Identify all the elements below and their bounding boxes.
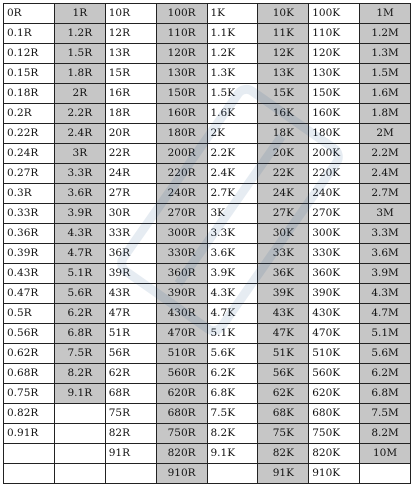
resistor-value-cell: 0.75R [4,384,55,404]
table-row [4,464,411,484]
table-row [4,344,411,364]
resistor-value-cell: 270K [309,204,360,224]
resistor-value-cell: 110R [156,24,207,44]
resistor-value-cell: 5.6R [54,284,105,304]
resistor-value-cell: 470R [156,324,207,344]
resistor-value-cell: 9.1R [54,384,105,404]
resistor-value-cell: 3.3M [360,224,411,244]
resistor-value-cell: 120R [156,44,207,64]
resistor-value-cell: 510K [309,344,360,364]
table-row [4,104,411,124]
resistor-value-cell: 360K [309,264,360,284]
empty-cell [54,444,105,464]
resistor-value-cell: 33R [105,224,156,244]
resistor-value-cell: 3.6K [207,244,258,264]
resistor-value-cell: 1M [360,4,411,24]
resistor-value-cell: 620K [309,384,360,404]
table-row [4,4,411,24]
resistor-value-cell: 0.24R [4,144,55,164]
resistor-value-cell: 11K [258,24,309,44]
resistor-value-cell: 680K [309,404,360,424]
resistor-value-cell: 36K [258,264,309,284]
resistor-value-cell: 4.3M [360,284,411,304]
resistor-value-table [3,3,411,484]
resistor-value-cell: 47K [258,324,309,344]
resistor-value-cell: 750R [156,424,207,444]
resistor-value-cell: 0.22R [4,124,55,144]
resistor-value-cell: 12K [258,44,309,64]
resistor-value-cell: 2M [360,124,411,144]
resistor-value-cell: 75R [105,404,156,424]
resistor-value-cell: 13K [258,64,309,84]
resistor-value-cell: 390R [156,284,207,304]
resistor-value-cell: 240K [309,184,360,204]
resistor-value-cell: 62R [105,364,156,384]
resistor-value-cell: 15R [105,64,156,84]
empty-cell [105,464,156,484]
resistor-value-cell: 240R [156,184,207,204]
resistor-value-cell: 6.8M [360,384,411,404]
resistor-value-cell: 7.5R [54,344,105,364]
resistor-value-cell: 0.62R [4,344,55,364]
resistor-value-cell: 2.7K [207,184,258,204]
resistor-value-cell: 20K [258,144,309,164]
resistor-value-cell: 1K [207,4,258,24]
resistor-value-cell: 430R [156,304,207,324]
resistor-value-cell: 1.6K [207,104,258,124]
resistor-value-cell: 18R [105,104,156,124]
resistor-value-cell: 6.2M [360,364,411,384]
resistor-value-cell: 1.5M [360,64,411,84]
resistor-value-cell: 0.36R [4,224,55,244]
resistor-value-cell: 4.7M [360,304,411,324]
resistor-value-cell: 220R [156,164,207,184]
resistor-value-cell: 18K [258,124,309,144]
resistor-value-cell: 330R [156,244,207,264]
resistor-value-cell: 680R [156,404,207,424]
resistor-value-cell: 10M [360,444,411,464]
resistor-value-cell: 16K [258,104,309,124]
resistor-value-cell: 2.4R [54,124,105,144]
table-row [4,244,411,264]
resistor-value-cell: 5.6K [207,344,258,364]
resistor-value-cell: 6.8K [207,384,258,404]
resistor-value-cell: 160K [309,104,360,124]
resistor-value-cell: 1.2R [54,24,105,44]
resistor-value-cell: 0.56R [4,324,55,344]
resistor-value-cell: 68K [258,404,309,424]
table-row [4,184,411,204]
resistor-value-cell: 39K [258,284,309,304]
resistor-value-cell: 0.3R [4,184,55,204]
resistor-value-cell: 3.6R [54,184,105,204]
resistor-value-cell: 360R [156,264,207,284]
resistor-value-cell: 10R [105,4,156,24]
resistor-value-cell: 3.6M [360,244,411,264]
resistor-value-cell: 56R [105,344,156,364]
resistor-value-cell: 16R [105,84,156,104]
table-row [4,144,411,164]
table-row [4,204,411,224]
resistor-value-cell: 100K [309,4,360,24]
resistor-value-cell: 43K [258,304,309,324]
table-row [4,444,411,464]
resistor-value-cell: 3.3R [54,164,105,184]
resistor-value-cell: 750K [309,424,360,444]
empty-cell [360,464,411,484]
table-row [4,364,411,384]
resistor-value-cell: 820R [156,444,207,464]
resistor-value-cell: 0.27R [4,164,55,184]
resistor-value-cell: 33K [258,244,309,264]
resistor-value-cell: 0.39R [4,244,55,264]
table-row [4,264,411,284]
resistor-value-cell: 330K [309,244,360,264]
resistor-value-cell: 1.3K [207,64,258,84]
resistor-value-cell: 51R [105,324,156,344]
resistor-value-cell: 20R [105,124,156,144]
resistor-value-cell: 2.4K [207,164,258,184]
resistor-value-cell: 3.9R [54,204,105,224]
table-row [4,24,411,44]
resistor-value-cell: 56K [258,364,309,384]
resistor-value-cell: 0.47R [4,284,55,304]
resistor-value-cell: 8.2M [360,424,411,444]
resistor-value-cell: 150K [309,84,360,104]
resistor-value-cell: 13R [105,44,156,64]
resistor-value-cell: 2R [54,84,105,104]
resistor-value-cell: 390K [309,284,360,304]
resistor-value-cell: 51K [258,344,309,364]
resistor-value-cell: 4.7K [207,304,258,324]
resistor-value-cell: 91K [258,464,309,484]
resistor-value-cell: 4.7R [54,244,105,264]
resistor-value-cell: 6.2K [207,364,258,384]
resistor-value-cell: 82K [258,444,309,464]
resistor-value-cell: 2.2K [207,144,258,164]
resistor-value-cell: 30R [105,204,156,224]
resistor-value-cell: 220K [309,164,360,184]
resistor-value-cell: 39R [105,264,156,284]
resistor-value-cell: 9.1K [207,444,258,464]
resistor-value-cell: 300K [309,224,360,244]
resistor-value-cell: 5.1K [207,324,258,344]
resistor-value-cell: 0.68R [4,364,55,384]
resistor-value-cell: 5.6M [360,344,411,364]
resistor-value-cell: 1.2K [207,44,258,64]
resistor-value-cell: 1.1K [207,24,258,44]
resistor-value-cell: 120K [309,44,360,64]
resistor-value-cell: 82R [105,424,156,444]
resistor-value-cell: 4.3R [54,224,105,244]
resistor-value-cell: 0R [4,4,55,24]
table-row [4,424,411,444]
resistor-value-cell: 27K [258,204,309,224]
resistor-value-cell: 30K [258,224,309,244]
resistor-value-cell: 3.9K [207,264,258,284]
table-row [4,284,411,304]
resistor-value-cell: 12R [105,24,156,44]
resistor-value-cell: 0.91R [4,424,55,444]
resistor-value-cell: 62K [258,384,309,404]
resistor-value-cell: 0.12R [4,44,55,64]
resistor-value-cell: 5.1R [54,264,105,284]
resistor-value-cell: 36R [105,244,156,264]
resistor-value-cell: 300R [156,224,207,244]
resistor-value-cell: 68R [105,384,156,404]
empty-cell [4,464,55,484]
resistor-value-cell: 0.82R [4,404,55,424]
table-row [4,124,411,144]
resistor-value-cell: 75K [258,424,309,444]
resistor-value-cell: 0.33R [4,204,55,224]
resistor-value-cell: 3M [360,204,411,224]
resistor-value-cell: 1.3M [360,44,411,64]
resistor-value-cell: 8.2R [54,364,105,384]
empty-cell [54,464,105,484]
resistor-value-cell: 3R [54,144,105,164]
resistor-value-cell: 1.5K [207,84,258,104]
resistor-value-cell: 1.8M [360,104,411,124]
resistor-value-cell: 510R [156,344,207,364]
resistor-value-cell: 910R [156,464,207,484]
resistor-value-cell: 7.5K [207,404,258,424]
resistor-value-cell: 8.2K [207,424,258,444]
table-row [4,84,411,104]
resistor-value-cell: 200K [309,144,360,164]
resistor-value-cell: 1.8R [54,64,105,84]
resistor-value-cell: 180K [309,124,360,144]
resistor-value-cell: 100R [156,4,207,24]
resistor-value-cell: 10K [258,4,309,24]
resistor-value-cell: 2.2R [54,104,105,124]
table-row [4,164,411,184]
empty-cell [54,424,105,444]
resistor-value-cell: 27R [105,184,156,204]
resistor-value-cell: 24K [258,184,309,204]
resistor-value-cell: 270R [156,204,207,224]
resistor-value-cell: 7.5M [360,404,411,424]
resistor-value-cell: 3K [207,204,258,224]
table-row [4,64,411,84]
resistor-value-cell: 560K [309,364,360,384]
resistor-value-cell: 5.1M [360,324,411,344]
resistor-value-cell: 0.43R [4,264,55,284]
table-row [4,384,411,404]
resistor-value-cell: 1R [54,4,105,24]
resistor-value-cell: 130R [156,64,207,84]
table-row [4,224,411,244]
resistor-value-cell: 24R [105,164,156,184]
resistor-value-cell: 22R [105,144,156,164]
resistor-value-cell: 1.2M [360,24,411,44]
resistor-value-cell: 47R [105,304,156,324]
resistor-value-cell: 0.15R [4,64,55,84]
resistor-value-cell: 0.18R [4,84,55,104]
resistor-value-cell: 15K [258,84,309,104]
resistor-value-cell: 130K [309,64,360,84]
resistor-value-cell: 470K [309,324,360,344]
resistor-value-cell: 0.1R [4,24,55,44]
resistor-value-cell: 620R [156,384,207,404]
resistor-value-cell: 2.7M [360,184,411,204]
resistor-value-cell: 2K [207,124,258,144]
resistor-value-cell: 3.3K [207,224,258,244]
resistor-value-cell: 910K [309,464,360,484]
resistor-value-cell: 91R [105,444,156,464]
table-row [4,324,411,344]
resistor-value-cell: 820K [309,444,360,464]
resistor-value-cell: 430K [309,304,360,324]
resistor-value-cell: 160R [156,104,207,124]
resistor-value-cell: 2.4M [360,164,411,184]
resistor-table-body [4,4,411,484]
resistor-value-cell: 6.2R [54,304,105,324]
resistor-value-cell: 0.5R [4,304,55,324]
resistor-value-cell: 1.6M [360,84,411,104]
resistor-value-cell: 43R [105,284,156,304]
resistor-value-cell: 560R [156,364,207,384]
resistor-value-cell: 180R [156,124,207,144]
table-row [4,44,411,64]
resistor-value-cell: 2.2M [360,144,411,164]
empty-cell [207,464,258,484]
resistor-value-cell: 0.2R [4,104,55,124]
resistor-value-cell: 22K [258,164,309,184]
resistor-value-cell: 200R [156,144,207,164]
resistor-value-cell: 150R [156,84,207,104]
resistor-value-cell: 110K [309,24,360,44]
resistor-value-cell: 6.8R [54,324,105,344]
resistor-value-cell: 4.3K [207,284,258,304]
resistor-value-cell: 1.5R [54,44,105,64]
resistor-value-sheet [3,3,411,479]
table-row [4,304,411,324]
resistor-value-cell: 3.9M [360,264,411,284]
empty-cell [4,444,55,464]
